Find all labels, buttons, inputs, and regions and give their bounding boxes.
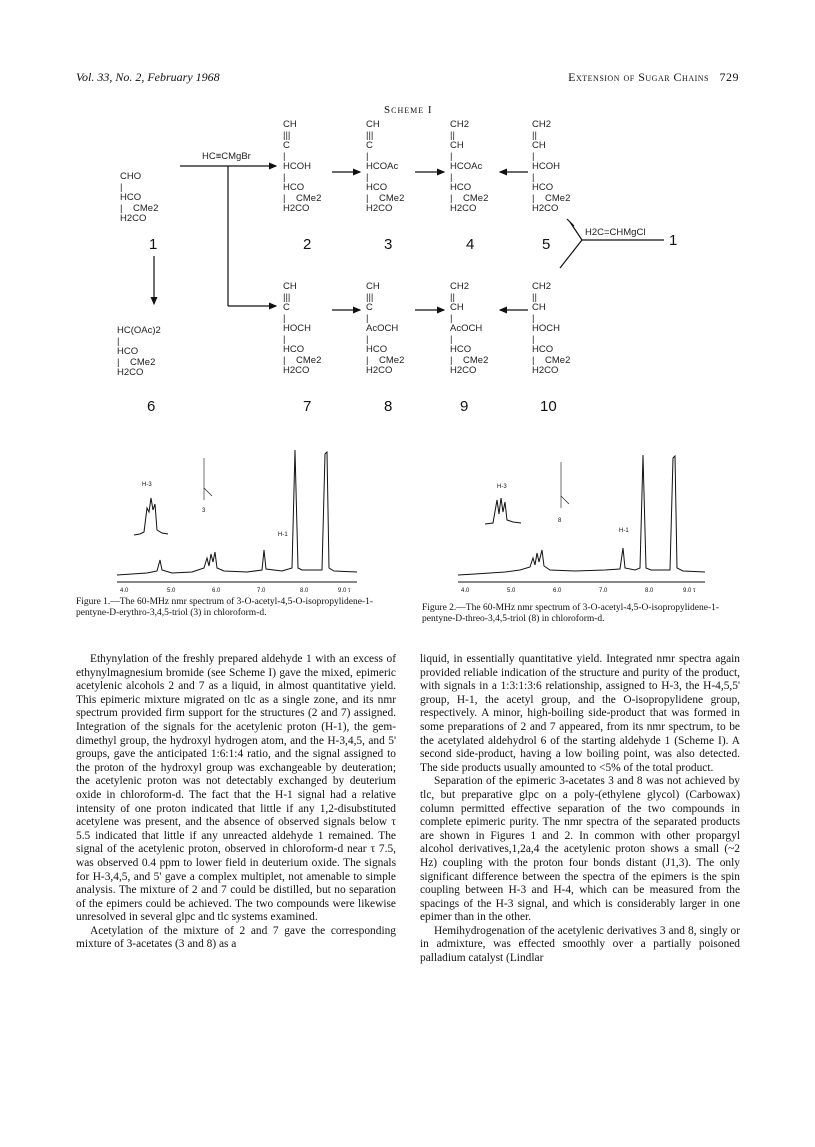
figure-2-tick-2: 6.0 (553, 588, 562, 594)
structure-line: HCO (532, 344, 554, 355)
paragraph: Separation of the epimeric 3-acetates 3 and 8 was not achieved by tlc, but preparative glpc on a poly-(ethylene glycol) (Carbowax) column permitted effective separation of the two compounds in complete epimeric purity. The nmr spectra of the separated products are shown in Figures 1 and 2. In common with other propargyl alcohol derivatives,1,2a,4 the acetylenic proton shows a small (~2 Hz) coupling with the proton four bonds distant (J1,3). The only significant difference between the spectra of the epimers is the spin coupling between H-3 and H-4, which can be measured from the spacings of the H-3 signal, and which is considerably larger in one epimer than in the other. (420, 775, 740, 924)
figure-2-tick-1: 5.0 (507, 588, 516, 594)
structure-line: HCO (366, 182, 388, 193)
structure-line: C (366, 140, 373, 151)
structure-line: | (450, 171, 453, 183)
figure-1-spectrum (112, 440, 362, 600)
figure-2-spectrum (455, 440, 710, 600)
structure-line: CH (450, 302, 464, 313)
structure-line: | CMe2 (450, 192, 489, 204)
compound-number-10: 10 (540, 398, 557, 415)
paragraph: liquid, in essentially quantitative yield. Integrated nmr spectra again provided reliable indication of the structure and purity of the product, with signals in a 1:3:1:3:6 relationship, assigned to H-3, the H-4,5,5' group, H-1, the acetyl group, and the O-isopropylidene group, respectively. A minor, high-boiling side-product that was formed in some preparations of 2 and 7 appeared, from its nmr spectrum, to be the acetylated aldehydrol 6 of the starting aldehyde 1 (Scheme I). A second side-product, having a low boiling point, was also detected. The side products usually amounted to <5% of the total product. (420, 653, 740, 774)
figure-2-trace (458, 455, 705, 575)
structure-line: | (450, 312, 453, 324)
structure-line: CH2 (450, 119, 470, 130)
structure-line: H2CO (117, 367, 144, 378)
figure-1-inset (134, 498, 168, 535)
figure-1-tick-3: 7.0 (257, 588, 266, 594)
figure-1-trace (117, 450, 357, 575)
structure-line: || (450, 291, 455, 303)
structure-line: | CMe2 (120, 202, 159, 214)
figure-2-tick-0: 4.0 (461, 588, 470, 594)
figure-2-caption: Figure 2.—The 60-MHz nmr spectrum of 3-O-acetyl-4,5-O-isopropylidene-1-pentyne-D-threo-3,4,5-triol (8) in chloroform-d. (422, 603, 720, 624)
structure-line: AcOCH (450, 323, 483, 334)
compound-number-3: 3 (384, 236, 393, 253)
figure-2-peak-label: H-1 (619, 528, 629, 534)
structure-line: ||| (283, 291, 291, 303)
structure-line: | (283, 171, 286, 183)
scheme-title: Scheme I (384, 104, 433, 116)
figure-2-inset-label: H-3 (497, 484, 507, 490)
figure-1-tick-5: 9.0 τ (338, 588, 351, 594)
structure-line: HCO (450, 182, 472, 193)
figure-1-peak-label: H-1 (278, 532, 288, 538)
figure-1-plot (112, 440, 362, 600)
structure-line: C (366, 302, 373, 313)
compound-number-2: 2 (303, 236, 312, 253)
structure-line: HCOAc (366, 161, 399, 172)
structure-line: CH (366, 119, 380, 130)
structure-line: HCO (283, 182, 305, 193)
structure-line: H2CO (283, 203, 310, 214)
body-column-left (76, 653, 396, 952)
figure-2-compound-label: 8 (558, 518, 562, 524)
vinyl-grignard-target: 1 (669, 232, 678, 249)
structure-line: CHO (120, 171, 142, 182)
figure-1-tick-0: 4.0 (120, 588, 129, 594)
figure-2-structure-inset (561, 462, 569, 508)
figure-2-tick-5: 9.0 τ (683, 588, 696, 594)
paragraph: Hemihydrogenation of the acetylenic derivatives 3 and 8, singly or in admixture, was effected smoothly over a partially poisoned palladium catalyst (Lindlar (420, 924, 740, 965)
structure-line: HCO (366, 344, 388, 355)
structure-line: H2CO (366, 203, 393, 214)
structure-line: | CMe2 (532, 192, 571, 204)
structure-line: HCOH (532, 161, 560, 172)
figure-1-caption: Figure 1.—The 60-MHz nmr spectrum of 3-O-acetyl-4,5-O-isopropylidene-1-pentyne-D-erythro-3,4,5-triol (3) in chloroform-d. (76, 597, 374, 618)
structure-line: | (283, 312, 286, 324)
structure-line: H2CO (120, 213, 147, 224)
structure-line: | (366, 312, 369, 324)
structure-line: H2CO (283, 365, 310, 376)
structure-line: CH (532, 302, 546, 313)
arrow-vinyl-lower (560, 240, 582, 268)
structure-line: H2CO (450, 203, 477, 214)
structure-line: C (283, 302, 290, 313)
structure-line: ||| (283, 129, 291, 141)
structure-line: | CMe2 (283, 354, 322, 366)
structure-line: | (366, 150, 369, 162)
structure-line: HCO (283, 344, 305, 355)
figure-1-structure-inset (204, 458, 212, 500)
structure-line: | CMe2 (283, 192, 322, 204)
structure-line: || (450, 129, 455, 141)
structure-line: CH (283, 119, 297, 130)
structure-line: HCOH (283, 161, 311, 172)
structure-line: C (283, 140, 290, 151)
compound-number-4: 4 (466, 236, 475, 253)
figure-1-tick-4: 8.0 (300, 588, 309, 594)
structure-line: H2CO (532, 365, 559, 376)
structure-line: | (283, 333, 286, 345)
structure-line: CH (366, 281, 380, 292)
compound-number-8: 8 (384, 398, 393, 415)
structure-line: CH (283, 281, 297, 292)
figure-1-tick-2: 6.0 (212, 588, 221, 594)
figure-2-inset (485, 498, 521, 524)
structure-line: HOCH (532, 323, 560, 334)
structure-line: | (532, 333, 535, 345)
structure-line: HCOAc (450, 161, 483, 172)
figure-2-tick-3: 7.0 (599, 588, 608, 594)
grignard-reagent-label: HC≡CMgBr (202, 151, 251, 162)
figure-2-tick-4: 8.0 (645, 588, 654, 594)
paragraph: Ethynylation of the freshly prepared aldehyde 1 with an excess of ethynylmagnesium bromide (see Scheme I) gave the mixed, epimeric acetylenic alcohols 2 and 7 as a liquid, in almost quantitative yield. This epimeric mixture migrated on tlc as a single zone, and its nmr spectrum provided firm support for the structures (2 and 7) assigned. Integration of the signals for the acetylenic proton (H-1), the gem-dimethyl group, the hydroxyl hydrogen atom, and the H-3,4,5, and 5' groups, gave the anticipated 1:6:1:4 ratio, and the signal assigned to the proton of the hydroxyl group was exchangeable by deuteration; the acetylenic proton was not detectably exchanged by deuterium oxide in chloroform-d. The fact that the H-1 signal had a relative intensity of one proton indicated that little if any 1,2-disubstituted acetylene was present, and the absence of observed signals below τ 5.5 indicated that little if any unreacted aldehyde 1 remained. The signal of the acetylenic proton, observed in chloroform-d near τ 7.5, was observed 0.4 ppm to lower field in deuterium oxide. The signals for H-3,4,5, and 5' gave a complex multiplet, not amenable to simple analysis. The mixture of 2 and 7 could be distilled, but no separation of the epimers could be achieved. The two compounds were likewise unresolved in several glpc and tlc systems examined. (76, 653, 396, 924)
structure-line: | (450, 333, 453, 345)
arrow-vinyl-head-5 (567, 219, 574, 226)
structure-line: CH2 (450, 281, 470, 292)
structure-line: ||| (366, 129, 374, 141)
running-header-left: Vol. 33, No. 2, February 1968 (76, 70, 220, 84)
structure-line: ||| (366, 291, 374, 303)
compound-number-1: 1 (149, 236, 158, 253)
running-header-title: Extension of Sugar Chains (568, 70, 709, 84)
figure-2-inset-trace (485, 498, 521, 524)
structure-line: HCO (450, 344, 472, 355)
structure-line: H2CO (366, 365, 393, 376)
structure-line: CH (450, 140, 464, 151)
structure-line: H2CO (450, 365, 477, 376)
figure-1-compound-label: 3 (202, 508, 206, 514)
scheme-arrows (0, 0, 815, 420)
structure-line: | (117, 335, 120, 347)
structure-line: HC(OAc)2 (117, 325, 161, 336)
figure-2-plot (455, 440, 710, 600)
vinyl-grignard-label: H2C=CHMgCl (585, 227, 646, 238)
structure-line: HCO (120, 192, 142, 203)
structure-line: || (532, 129, 537, 141)
arrow-vinyl-upper (570, 222, 582, 240)
structure-line: | CMe2 (117, 356, 156, 368)
structure-line: HCO (532, 182, 554, 193)
structure-line: | (450, 150, 453, 162)
structure-line: | (283, 150, 286, 162)
compound-number-7: 7 (303, 398, 312, 415)
structure-line: | (120, 181, 123, 193)
paragraph: Acetylation of the mixture of 2 and 7 gave the corresponding mixture of 3-acetates (3 and 8) as a (76, 924, 396, 951)
page-number: 729 (719, 70, 739, 84)
figure-1-inset-trace (134, 498, 168, 535)
structure-line: | (366, 333, 369, 345)
structure-line: HCO (117, 346, 139, 357)
structure-line: | (532, 150, 535, 162)
structure-line: CH2 (532, 119, 552, 130)
structure-line: HOCH (283, 323, 311, 334)
compound-number-5: 5 (542, 236, 551, 253)
structure-line: | (532, 171, 535, 183)
figure-1-tick-1: 5.0 (167, 588, 176, 594)
compound-number-9: 9 (460, 398, 469, 415)
compound-number-6: 6 (147, 398, 156, 415)
structure-line: H2CO (532, 203, 559, 214)
structure-line: | CMe2 (450, 354, 489, 366)
structure-line: AcOCH (366, 323, 399, 334)
structure-line: || (532, 291, 537, 303)
structure-line: | CMe2 (366, 354, 405, 366)
structure-line: | CMe2 (366, 192, 405, 204)
structure-line: | (366, 171, 369, 183)
body-column-right (420, 653, 740, 966)
structure-line: | CMe2 (532, 354, 571, 366)
structure-line: CH2 (532, 281, 552, 292)
structure-line: CH (532, 140, 546, 151)
figure-1-inset-label: H-3 (142, 482, 152, 488)
structure-line: | (532, 312, 535, 324)
